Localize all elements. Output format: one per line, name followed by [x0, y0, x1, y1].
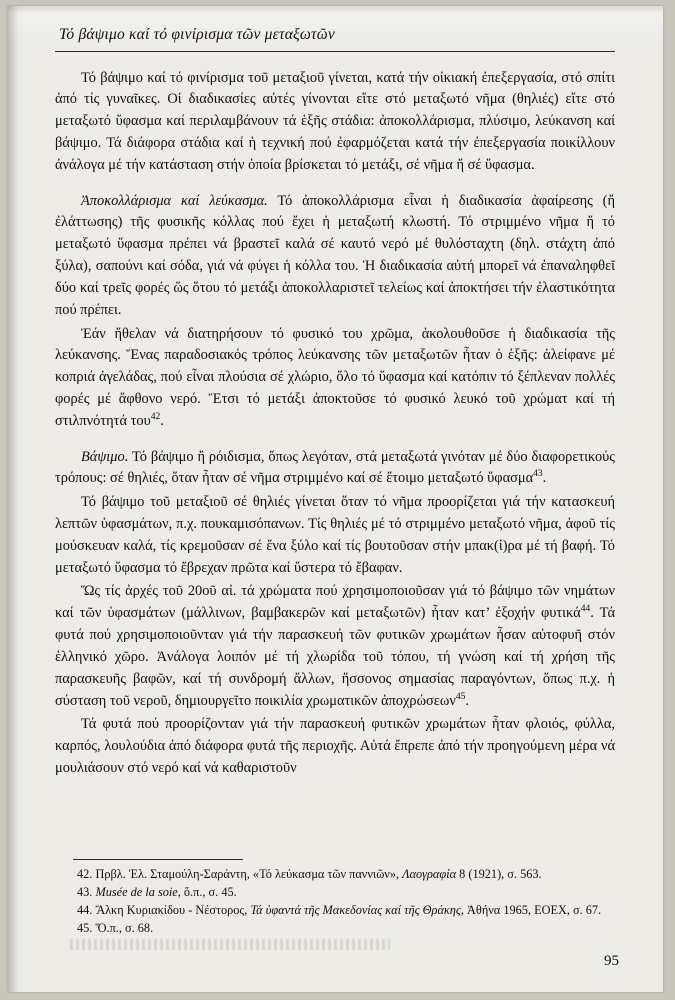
paragraph-6: Ὥς τίς ἀρχές τοῦ 20οῦ αἰ. τά χρώματα πού χρησιμοποιοῦσαν γιά τό βάψιμο τῶν νημάτων καί τῶν ὑφασμάτων (μάλλινων, βαμβακερῶν καί μεταξωτῶν) ἦταν κατ’ ἐξοχήν φυτικά$^{44}$. Τά φυτά πού χρησιμοποιοῦνταν γιά τήν παρασκευή τῶν φυτικῶν χρωμάτων ἦσαν αὐτοφυῆ στόν ἑλληνικό χῶρο. Ἀνάλογα λοιπόν μέ τή χλωρίδα τοῦ τόπου, τή γνώση καί τή χρήση τῆς παρασκευῆς βαφῶν, καί τή συνδρομή ἄλλων, ἥσσονος σημασίας παραγόντων, ὅπως π.χ. ἡ σύσταση τοῦ νεροῦ, δημιουργεῖτο ποικιλία χρωματικῶν ἀποχρώσεων$^{45}$.	[55, 583, 615, 709]
paragraph-2-lead: Ἀποκολλάρισμα καί λεύκασμα.	[81, 192, 268, 209]
page-number: 95	[604, 953, 619, 969]
paragraph-1: Τό βάψιμο καί τό φινίρισμα τοῦ μεταξιοῦ γίνεται, κατά τήν οἰκιακή ἐπεξεργασία, στό σπίτι ἀπό τίς γυναῖκες. Οἱ διαδικασίες αὐτές γίνονται εἴτε στό μεταξωτό νῆμα (θηλιές) εἴτε στό μεταξωτό ὕφασμα καί περιλαμβάνουν τά ἑξῆς στάδια: ἀποκολλάρισμα, πλύσιμο, λεύκανση καί βάψιμο. Τά διάφορα στάδια καί ἡ τεχνική πού ἐφαρμόζεται κατά τήν ἐπεξεργασία ποικίλλουν ἀνάλογα μέ τήν κατάσταση στήν ὁποία βρίσκεται τό μετάξι, σέ νῆμα ἤ σέ ὕφασμα.	[55, 69, 615, 173]
footnote-43-italic: Musée de la soie	[95, 884, 178, 899]
footnote-ref-43[interactable]: 43	[533, 469, 543, 480]
footnote-divider	[73, 859, 243, 860]
page-content	[55, 26, 615, 782]
footnote-42-number: 42.	[77, 867, 93, 881]
paragraph-4: Βάψιμο. Τό βάψιμο ἤ ρόιδισμα, ὅπως λεγόταν, στά μεταξωτά γινόταν μέ δύο διαφορετικούς τρόπους: σέ θηλιές, ὅταν ἦταν σέ νῆμα στριμμένο καί σέ ἕτοιμο μεταξωτό ὕφασμα$^{43}$.	[55, 448, 615, 487]
paragraph-2-text: Τό ἀποκολλάρισμα εἶναι ἡ διαδικασία ἀφαίρεσης (ἤ ἐλάττωσης) τῆς φυσικῆς κόλλας πού ἔχει ἡ μεταξωτή κλωστή. Τό στριμμένο νῆμα ἤ τό μεταξωτό ὕφασμα πρέπει νά βραστεῖ καλά σέ καυτό νερό μέ θυλόσταχτη (δηλ. στάχτη ἀπό ξύλα), σαπούνι καί σόδα, γιά νά φύγει ἡ κόλλα του. Ἡ διαδικασία αὐτή μπορεῖ νά ἐπαναληφθεῖ δύο καί τρεῖς φορές ὥς ὅτου τό μετάξι ἀποκολλαριστεῖ τελείως καί ἀποκτήσει τήν ἐλαστικότητα πού πρέπει.	[55, 192, 615, 318]
page-edge-shadow-top	[8, 6, 663, 14]
footnote-43-number: 43.	[77, 884, 93, 899]
paragraph-7: Τά φυτά πού προορίζονταν γιά τήν παρασκευή φυτικῶν χρωμάτων ἦταν φλοιός, φύλλα, καρπός, λουλούδια ἀπό διάφορα φυτά τῆς περιοχῆς. Αὐτά ἔπρεπε ἀπό τήν προηγούμενη μέρα νά μουλιάσουν στό νερό καί νά καθαριστοῦν	[55, 716, 615, 776]
footnote-44	[55, 902, 615, 919]
footnote-42-post: 8 (1921), σ. 563.	[456, 867, 542, 881]
footnote-42-pre: Πρβλ. Ἐλ. Σταμούλη-Σαράντη, «Τό λεύκασμα τῶν παννιῶν»,	[95, 867, 403, 881]
paragraph-6-part-a: Ὥς τίς ἀρχές τοῦ 20οῦ αἰ. τά χρώματα πού χρησιμοποιοῦσαν γιά τό βάψιμο τῶν νημάτων καί τῶν ὑφασμάτων (μάλλινων, βαμβακερῶν καί μεταξωτῶν) ἦταν κατ’ ἐξοχήν φυτικά	[55, 583, 615, 622]
footnotes-section	[55, 859, 615, 938]
running-title: Τό βάψιμο καί τό φινίρισμα τῶν μεταξωτῶν	[59, 26, 335, 43]
paragraph-3-text: Ἐάν ἤθελαν νά διατηρήσουν τό φυσικό του χρῶμα, ἀκολουθοῦσε ἡ διαδικασία τῆς λεύκανσης. Ἕνας παραδοσιακός τρόπος λεύκανσης τῶν μεταξωτῶν ἦταν ὁ ἑξῆς: ἀλείφανε μέ κοπριά ἀγελάδας, πού εἶναι πλούσια σέ χλώριο, ὅλο τό ὕφασμα καί κατόπιν τό ξέπλεναν πολλές φορές μέ ἄφθονο νερό. Ἔτσι τό μετάξι ἀποκτοῦσε τό φυσικό λευκό τοῦ χρώματ καί τή στιλπνότητά του	[55, 325, 615, 429]
book-page	[8, 6, 663, 992]
show-through-text	[70, 939, 390, 950]
paragraph-4-lead: Βάψιμο.	[81, 448, 129, 465]
footnote-43-post: , ὅ.π., σ. 45.	[177, 884, 237, 899]
footnote-42	[55, 866, 615, 883]
paragraph-6-part-b: . Τά φυτά πού χρησιμοποιοῦνταν γιά τήν παρασκευή τῶν φυτικῶν χρωμάτων ἦσαν αὐτοφυῆ στόν ἑλληνικό χῶρο. Ἀνάλογα λοιπόν μέ τή χλωρίδα τοῦ τόπου, τή γνώση καί τή χρήση τῆς παρασκευῆς βαφῶν, καί τή συνδρομή ἄλλων, ἥσσονος σημασίας παραγόντων, ὅπως π.χ. ἡ σύσταση τοῦ νεροῦ, δημιουργεῖτο ποικιλία χρωματικῶν ἀποχρώσεων	[55, 605, 615, 709]
footnote-ref-42[interactable]: 42	[150, 411, 161, 422]
footnote-45-number: 45.	[77, 920, 93, 935]
footnote-ref-44[interactable]: 44	[580, 604, 591, 615]
footnote-45	[55, 920, 615, 937]
footnote-45-pre: Ὅ.π., σ. 68.	[95, 920, 154, 935]
footnote-44-number: 44.	[77, 902, 93, 917]
footnote-ref-45[interactable]: 45	[455, 691, 466, 702]
footnote-44-post: Ἀθήνα 1965, ΕΟΕΧ, σ. 67.	[463, 902, 602, 917]
title-divider	[55, 51, 615, 52]
paragraph-3: Ἐάν ἤθελαν νά διατηρήσουν τό φυσικό του χρῶμα, ἀκολουθοῦσε ἡ διαδικασία τῆς λεύκανσης. Ἕνας παραδοσιακός τρόπος λεύκανσης τῶν μεταξωτῶν ἦταν ὁ ἑξῆς: ἀλείφανε μέ κοπριά ἀγελάδας, πού εἶναι πλούσια σέ χλώριο, ὅλο τό ὕφασμα καί κατόπιν τό ξέπλεναν πολλές φορές μέ ἄφθονο νερό. Ἔτσι τό μετάξι ἀποκτοῦσε τό φυσικό λευκό τοῦ χρώματ καί τή στιλπνότητά του$^{42}$.	[55, 325, 615, 429]
footnote-44-pre: Ἄλκη Κυριακίδου - Νέστορος,	[95, 902, 251, 917]
footnote-44-italic: Τά ὑφαντά τῆς Μακεδονίας καί τῆς Θράκης,	[250, 902, 464, 917]
page-edge-shadow-left	[8, 6, 18, 992]
paragraph-2	[55, 191, 615, 322]
paragraph-5: Τό βάψιμο τοῦ μεταξιοῦ σέ θηλιές γίνεται ὅταν τό νῆμα προορίζεται γιά τήν κατασκευή λεπτῶν ὑφασμάτων, π.χ. πουκαμισόπανων. Τίς θηλιές μέ τό στριμμένο μεταξωτό νῆμα, ἀφοῦ τίς μούσκευαν καλά, τίς κρεμοῦσαν σέ ἕνα ξύλο καί τίς βουτοῦσαν στήν μπακ(ἱ)ρα μέ τή βαφή. Τό μεταξωτό ὕφασμα τό ἔβρεχαν πρῶτα καί ὕστερα τό ἔβαφαν.	[55, 494, 615, 576]
paragraph-4-text: Τό βάψιμο ἤ ρόιδισμα, ὅπως λεγόταν, στά μεταξωτά γινόταν μέ δύο διαφορετικούς τρόπους: σέ θηλιές, ὅταν ἦταν σέ νῆμα στριμμένο καί σέ ἕτοιμο μεταξωτό ὕφασμα	[55, 448, 615, 487]
footnote-43	[55, 884, 615, 901]
footnote-42-italic: Λαογραφία	[402, 867, 457, 881]
